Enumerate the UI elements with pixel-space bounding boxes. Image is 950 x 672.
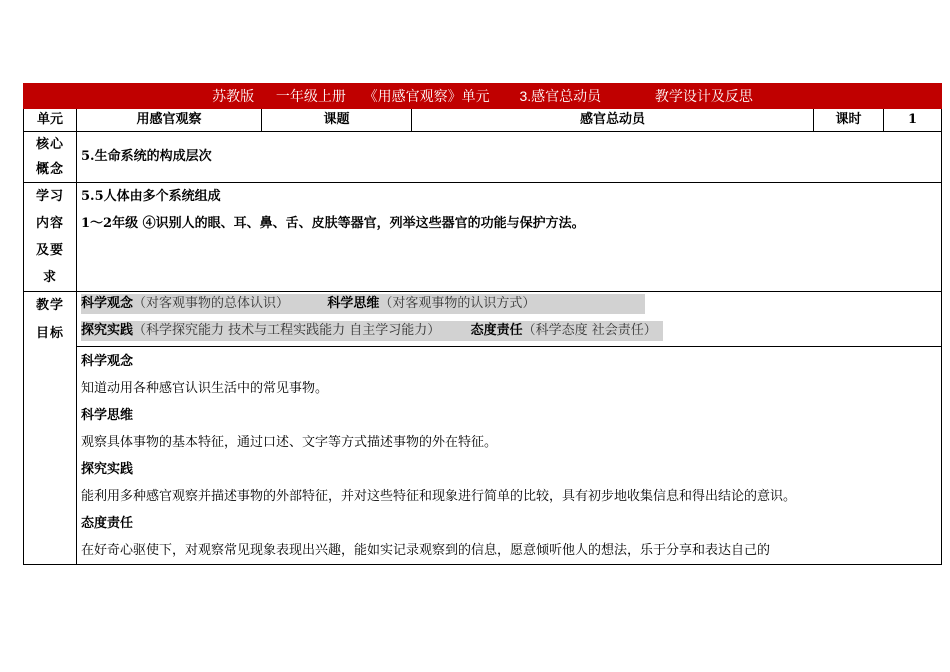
title-bar [24,84,942,109]
goals-tags [77,292,942,347]
goals-label-line-2: 目标 [35,326,64,341]
unit-value: 用感官观察 [77,109,262,132]
core-concept-label [24,132,77,183]
tag-science-thinking-desc: （对客观事物的认识方式） [379,296,536,311]
core-concept-value: 5.生命系统的构成层次 [77,132,942,183]
goal-section-text: 知道动用各种感官认识生活中的常见事物。 [81,381,329,396]
goal-section-text: 在好奇心驱使下，对观察常见现象表现出兴趣，能如实记录观察到的信息，愿意倾听他人的想法，乐于分享和表达自己的 [81,543,771,558]
learning-row [24,183,942,292]
goal-section-title: 科学思维 [81,408,134,423]
title-bar-cell [24,84,942,109]
goals-tag-row-2 [77,319,941,346]
header-publisher: 苏教版 [212,88,255,104]
tag-science-concept-title: 科学观念 [81,296,134,311]
learning-line-1: 5.5人体由多个系统组成 [81,189,221,204]
learning-label-line-4: 求 [42,270,57,285]
goals-label [24,292,77,565]
header-lesson: 3.感官总动员 [519,88,602,104]
goals-tag-row-2-shade [81,321,663,341]
hours-label: 课时 [814,109,884,132]
header-unit-title: 《用感官观察》单元 [363,88,490,104]
goals-body [77,347,942,565]
goal-section-title: 态度责任 [81,516,134,531]
header-doc-type: 教学设计及反思 [654,88,753,104]
tag-inquiry-practice-desc: （科学探究能力 技术与工程实践能力 自主学习能力） [133,323,441,338]
tag-science-concept-desc: （对客观事物的总体认识） [133,296,290,311]
goals-header-row [24,292,942,347]
goal-section-title: 科学观念 [81,354,134,369]
tag-attitude-title: 态度责任 [470,323,523,338]
goals-tag-row-1 [77,292,941,319]
goal-section-text: 观察具体事物的基本特征，通过口述、文字等方式描述事物的外在特征。 [81,435,498,450]
goals-tag-row-1-shade [81,294,645,314]
learning-label-line-2: 内容 [35,216,64,231]
learning-label-line-1: 学习 [35,189,64,204]
unit-label: 单元 [24,109,77,132]
learning-line-2: 1～2年级 ④识别人的眼、耳、鼻、舌、皮肤等器官，列举这些器官的功能与保护方法。 [81,216,585,231]
tag-science-thinking-title: 科学思维 [327,296,380,311]
header-grade: 一年级上册 [275,88,346,104]
goals-body-row [24,347,942,565]
learning-content [77,183,942,292]
goal-section-title: 探究实践 [81,462,134,477]
goal-section-text: 能利用多种感官观察并描述事物的外部特征，并对这些特征和现象进行简单的比较，具有初步地收集信息和得出结论的意识。 [81,489,797,504]
topic-label: 课题 [262,109,412,132]
tag-inquiry-practice-title: 探究实践 [81,323,134,338]
tag-attitude-desc: （科学态度 社会责任） [522,323,657,338]
topic-value: 感官总动员 [412,109,814,132]
core-concept-row [24,132,942,183]
core-label-line-1: 核心 [35,137,64,152]
learning-label [24,183,77,292]
meta-row [24,109,942,132]
hours-value: 1 [884,109,942,132]
lesson-plan-table [23,83,942,565]
goals-label-line-1: 教学 [35,298,64,313]
learning-label-line-3: 及要 [35,243,64,258]
core-label-line-2: 概念 [35,162,64,177]
